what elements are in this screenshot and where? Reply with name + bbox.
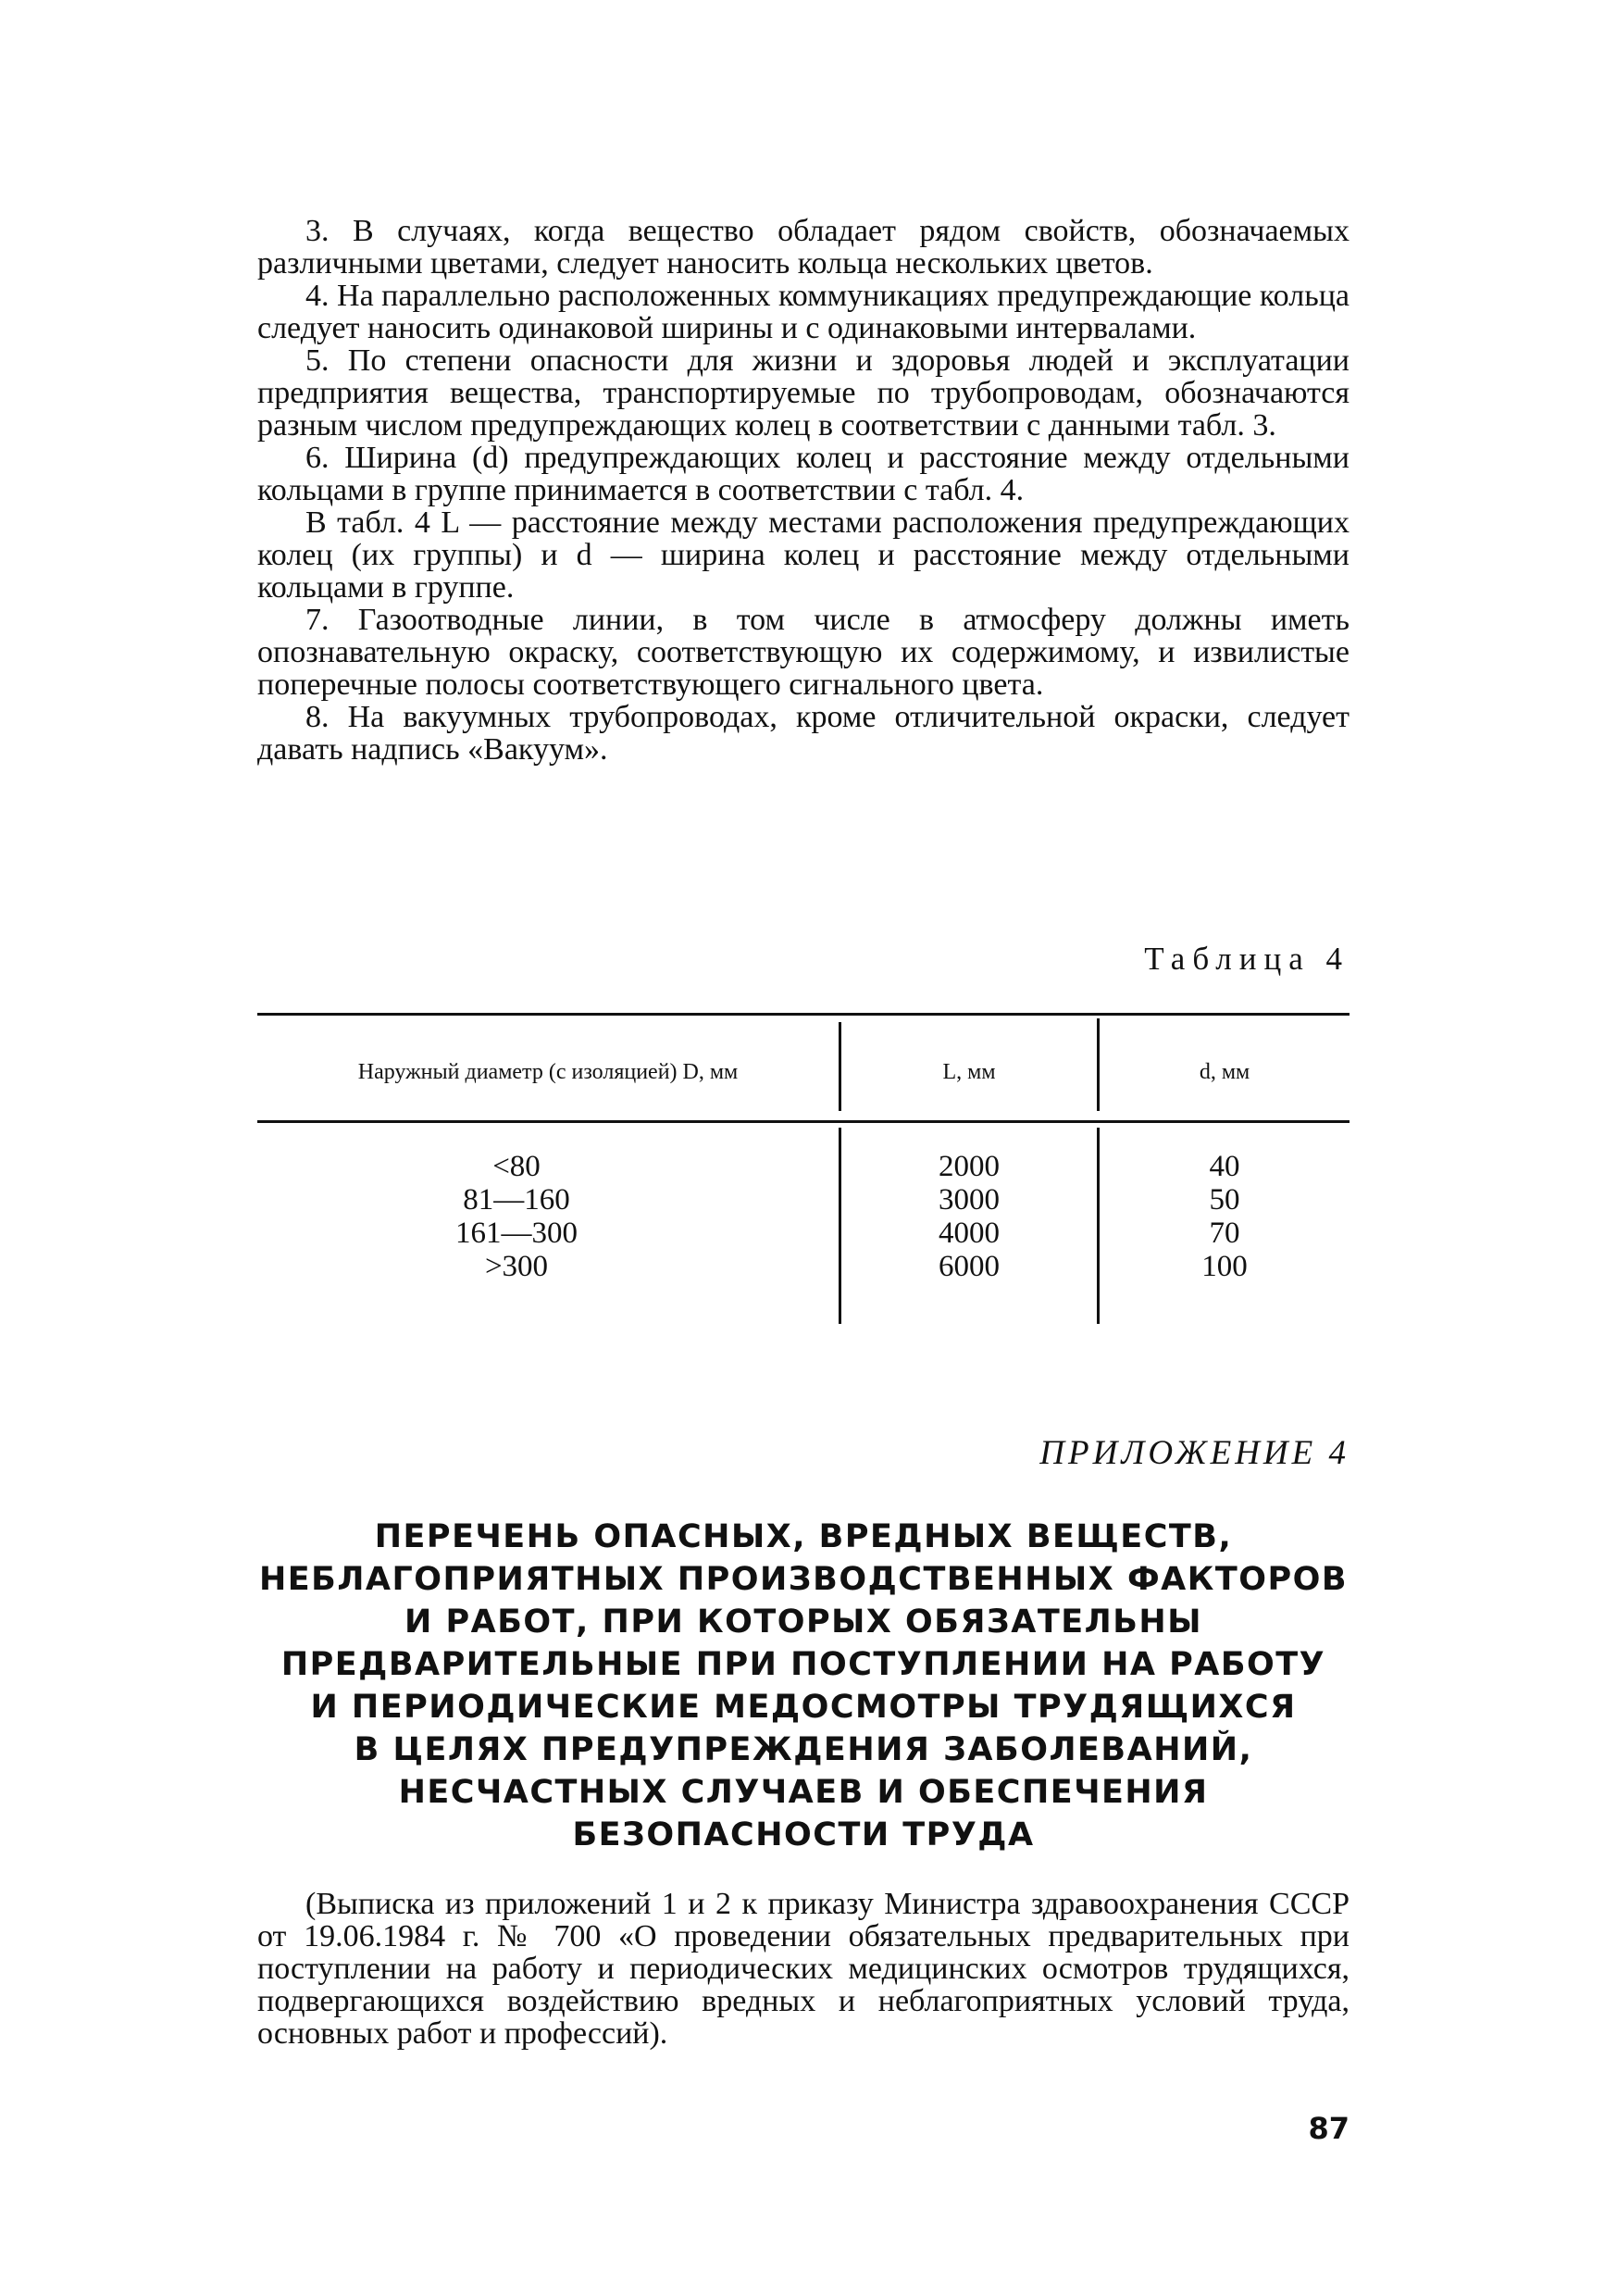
page-number: 87 (1308, 2111, 1350, 2146)
paragraph-4: 4. На параллельно расположенных коммуникациях предупреждающие кольца следует наносить одинаковой ширины и с одинаковыми интервалами. (257, 279, 1350, 345)
heading-line: ПЕРЕЧЕНЬ ОПАСНЫХ, ВРЕДНЫХ ВЕЩЕСТВ, (374, 1518, 1233, 1555)
table-cell: 6000 (939, 1250, 1000, 1283)
table-column-diameter (433, 1150, 600, 1283)
table-4 (257, 1013, 1350, 1328)
heading-line: И ПЕРИОДИЧЕСКИЕ МЕДОСМОТРЫ ТРУДЯЩИХСЯ (310, 1689, 1297, 1726)
table-top-rule (257, 1013, 1350, 1016)
table-cell: 2000 (939, 1150, 1000, 1183)
heading-line: ПРЕДВАРИТЕЛЬНЫЕ ПРИ ПОСТУПЛЕНИИ НА РАБОТУ (280, 1646, 1326, 1683)
table-caption: Таблица 4 (1144, 941, 1350, 977)
heading-line: НЕБЛАГОПРИЯТНЫХ ПРОИЗВОДСТВЕННЫХ ФАКТОРОВ (258, 1561, 1349, 1598)
table-header-l: L, мм (942, 1060, 996, 1084)
table-header-rule (257, 1120, 1350, 1123)
paragraph-8: 8. На вакуумных трубопроводах, кроме отличительной окраски, следует давать надпись «Вакуум». (257, 700, 1350, 767)
table-cell: 70 (1209, 1217, 1240, 1250)
table-cell: 81—160 (463, 1183, 570, 1217)
table-cell: 40 (1209, 1150, 1240, 1183)
appendix-label: ПРИЛОЖЕНИЕ 4 (1039, 1434, 1350, 1472)
heading-line: БЕЗОПАСНОСТИ ТРУДА (572, 1816, 1035, 1853)
paragraph-7: 7. Газоотводные линии, в том числе в атмосферу должны иметь опознавательную окраску, соответствующую их содержимому, и извилистые поперечные полосы соответствующего сигнального цвета. (257, 603, 1350, 702)
table-cell: 50 (1209, 1183, 1240, 1217)
table-cell: >300 (484, 1250, 549, 1283)
heading-line: НЕСЧАСТНЫХ СЛУЧАЕВ И ОБЕСПЕЧЕНИЯ (398, 1774, 1209, 1811)
heading-line: И РАБОТ, ПРИ КОТОРЫХ ОБЯЗАТЕЛЬНЫ (404, 1603, 1202, 1641)
table-cell: 4000 (939, 1217, 1000, 1250)
table-header-diameter: Наружный диаметр (с изоляцией) D, мм (357, 1060, 739, 1084)
extract-note: (Выписка из приложений 1 и 2 к приказу Министра здравоохранения СССР от 19.06.1984 г. № 700 «О проведении обязательных предварительных при поступлении на работу и периодических медицинских осмотров трудящихся, подвергающихся воздействию вредных и неблагоприятных условий труда, основных работ и профессий). (257, 1887, 1350, 2051)
table-cell: 100 (1201, 1250, 1248, 1283)
table-header-d: d, мм (1199, 1060, 1250, 1084)
paragraph-table-note: В табл. 4 L — расстояние между местами расположения предупреждающих колец (их группы) и d — ширина колец и расстояние между отдельными кольцами в группе. (257, 505, 1350, 605)
paragraph-5: 5. По степени опасности для жизни и здоровья людей и эксплуатации предприятия вещества, транспортируемые по трубопроводам, обозначаются разным числом предупреждающих колец в соответствии с данными табл. 3. (257, 343, 1350, 443)
body-text (257, 215, 1350, 766)
table-cell: <80 (492, 1150, 541, 1183)
table-cell: 3000 (939, 1183, 1000, 1217)
table-column-d (1100, 1150, 1350, 1283)
table-column-l (841, 1150, 1097, 1283)
heading-line: В ЦЕЛЯХ ПРЕДУПРЕЖДЕНИЯ ЗАБОЛЕВАНИЙ, (354, 1731, 1253, 1768)
table-cell: 161—300 (455, 1217, 578, 1250)
paragraph-6: 6. Ширина (d) предупреждающих колец и расстояние между отдельными кольцами в группе принимается в соответствии с табл. 4. (257, 441, 1350, 507)
paragraph-3: 3. В случаях, когда вещество обладает рядом свойств, обозначаемых различными цветами, следует наносить кольца нескольких цветов. (257, 214, 1350, 281)
section-heading (257, 1516, 1350, 1856)
